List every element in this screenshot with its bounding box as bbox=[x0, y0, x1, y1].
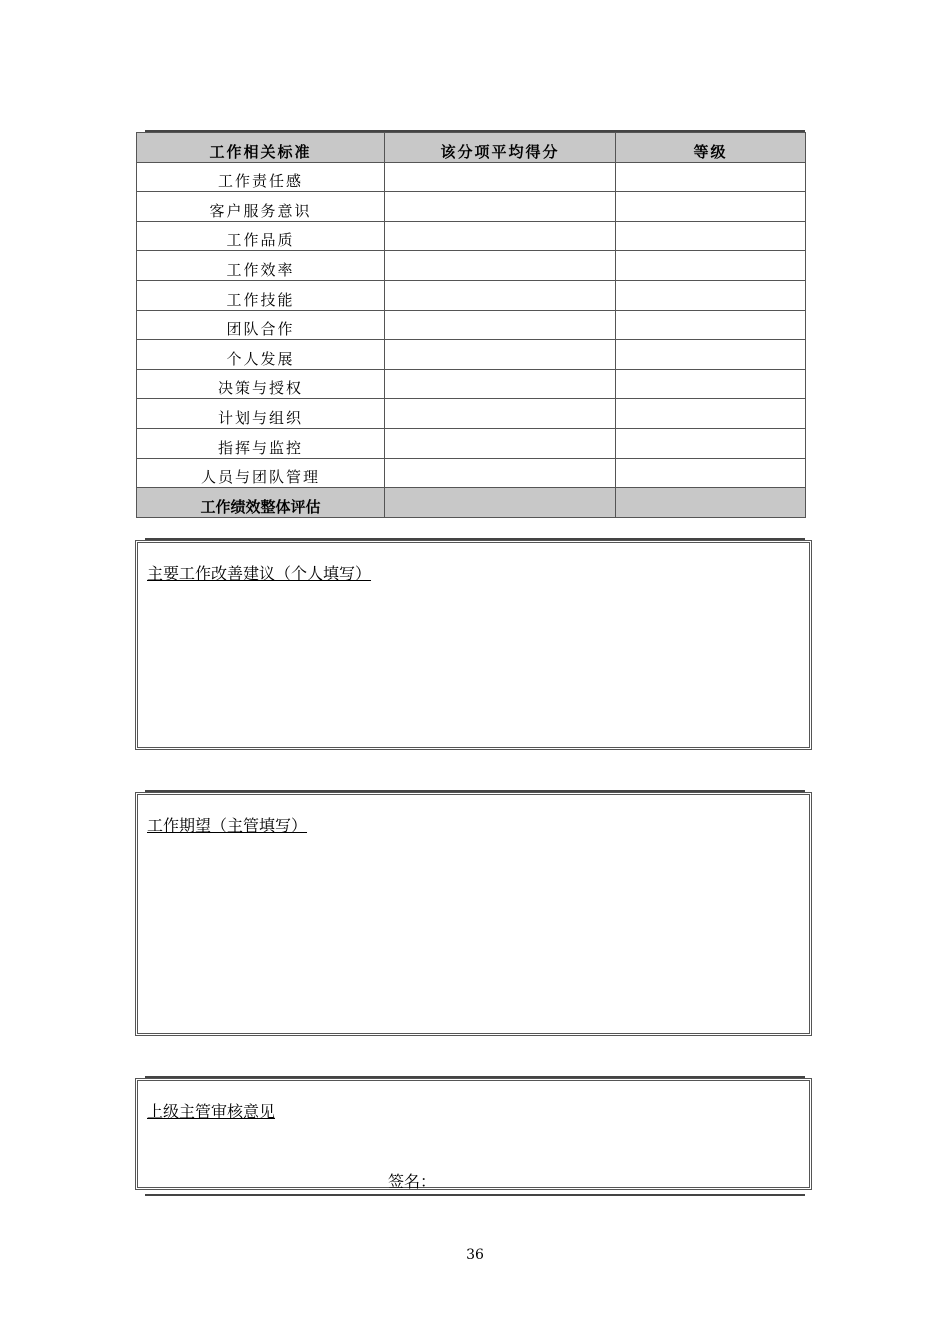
score-cell[interactable] bbox=[385, 428, 616, 458]
grade-cell[interactable] bbox=[616, 221, 806, 251]
total-row bbox=[137, 488, 806, 518]
table-header-row bbox=[137, 133, 806, 163]
table-row bbox=[137, 251, 806, 281]
criterion-cell: 工作责任感 bbox=[137, 162, 385, 192]
expectation-box[interactable] bbox=[135, 792, 812, 1036]
table-row bbox=[137, 428, 806, 458]
criterion-cell: 团队合作 bbox=[137, 310, 385, 340]
score-cell[interactable] bbox=[385, 399, 616, 429]
criterion-cell: 计划与组织 bbox=[137, 399, 385, 429]
improvement-title: 主要工作改善建议（个人填写） bbox=[147, 564, 372, 583]
criterion-cell: 工作效率 bbox=[137, 251, 385, 281]
grade-cell[interactable] bbox=[616, 280, 806, 310]
table-row bbox=[137, 369, 806, 399]
grade-cell[interactable] bbox=[616, 310, 806, 340]
table-row bbox=[137, 280, 806, 310]
grade-cell[interactable] bbox=[616, 192, 806, 222]
grade-cell[interactable] bbox=[616, 428, 806, 458]
grade-cell[interactable] bbox=[616, 369, 806, 399]
score-cell[interactable] bbox=[385, 340, 616, 370]
grade-cell[interactable] bbox=[616, 399, 806, 429]
evaluation-table bbox=[136, 132, 806, 518]
header-avg-score: 该分项平均得分 bbox=[385, 133, 616, 163]
criterion-cell: 工作技能 bbox=[137, 280, 385, 310]
table-row bbox=[137, 340, 806, 370]
score-cell[interactable] bbox=[385, 369, 616, 399]
page-number: 36 bbox=[466, 1247, 484, 1263]
table-row bbox=[137, 162, 806, 192]
table-row bbox=[137, 221, 806, 251]
table-row bbox=[137, 310, 806, 340]
score-cell[interactable] bbox=[385, 192, 616, 222]
grade-cell[interactable] bbox=[616, 340, 806, 370]
grade-cell[interactable] bbox=[616, 162, 806, 192]
expectation-title: 工作期望（主管填写） bbox=[147, 816, 308, 835]
table-row bbox=[137, 192, 806, 222]
table-row bbox=[137, 458, 806, 488]
header-grade: 等级 bbox=[616, 133, 806, 163]
criterion-cell: 个人发展 bbox=[137, 340, 385, 370]
score-cell[interactable] bbox=[385, 310, 616, 340]
review-box[interactable] bbox=[135, 1078, 812, 1190]
total-grade-cell[interactable] bbox=[616, 488, 806, 518]
bottom-rule bbox=[145, 1194, 805, 1196]
total-score-cell[interactable] bbox=[385, 488, 616, 518]
criterion-cell: 人员与团队管理 bbox=[137, 458, 385, 488]
score-cell[interactable] bbox=[385, 458, 616, 488]
criterion-cell: 指挥与监控 bbox=[137, 428, 385, 458]
signature-label: 签名： bbox=[388, 1172, 437, 1191]
score-cell[interactable] bbox=[385, 162, 616, 192]
header-criterion: 工作相关标准 bbox=[137, 133, 385, 163]
improvement-box[interactable] bbox=[135, 540, 812, 750]
score-cell[interactable] bbox=[385, 221, 616, 251]
total-label: 工作绩效整体评估 bbox=[137, 488, 385, 518]
review-title: 上级主管审核意见 bbox=[147, 1102, 276, 1121]
grade-cell[interactable] bbox=[616, 458, 806, 488]
criterion-cell: 工作品质 bbox=[137, 221, 385, 251]
score-cell[interactable] bbox=[385, 251, 616, 281]
criterion-cell: 决策与授权 bbox=[137, 369, 385, 399]
table-row bbox=[137, 399, 806, 429]
score-cell[interactable] bbox=[385, 280, 616, 310]
criterion-cell: 客户服务意识 bbox=[137, 192, 385, 222]
grade-cell[interactable] bbox=[616, 251, 806, 281]
